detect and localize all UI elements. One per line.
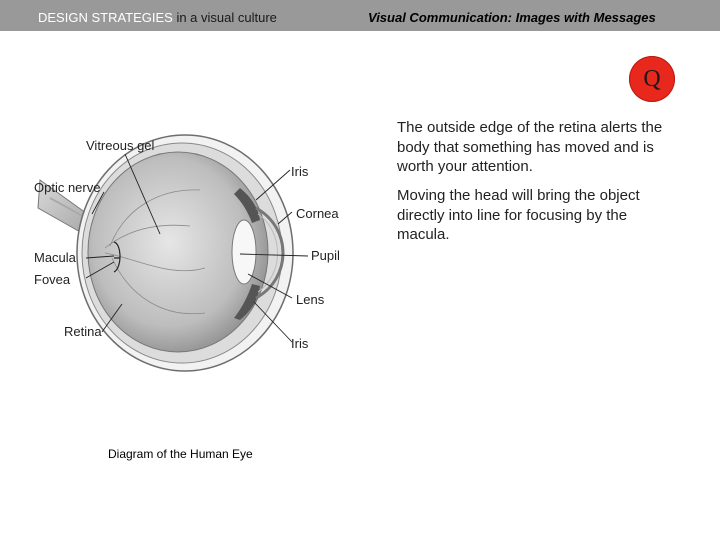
eye-diagram xyxy=(30,128,350,388)
lens-shape xyxy=(232,220,256,284)
label-retina: Retina xyxy=(64,324,102,339)
course-title-primary: DESIGN STRATEGIES xyxy=(38,10,173,25)
label-fovea: Fovea xyxy=(34,272,71,287)
header-bar xyxy=(0,0,720,31)
label-lens: Lens xyxy=(296,292,325,307)
course-title xyxy=(38,10,277,25)
q-badge: Q xyxy=(629,56,675,102)
label-iris-bottom: Iris xyxy=(291,336,309,351)
course-title-secondary: in a visual culture xyxy=(172,10,277,25)
label-optic-nerve: Optic nerve xyxy=(34,180,101,195)
diagram-caption: Diagram of the Human Eye xyxy=(108,447,253,461)
body-paragraph-retina-edge: The outside edge of the retina alerts the body that something has moved and is worth your attention. xyxy=(397,119,663,175)
label-macula: Macula xyxy=(34,250,76,265)
label-vitreous-gel: Vitreous gel xyxy=(86,138,155,153)
label-pupil: Pupil xyxy=(311,248,340,263)
label-cornea: Cornea xyxy=(296,206,339,221)
slide-series-title: Visual Communication: Images with Messages xyxy=(368,10,656,25)
body-paragraph-head-movement: Moving the head will bring the object directly into line for focusing by the macula. xyxy=(397,187,640,243)
label-iris-top: Iris xyxy=(291,164,309,179)
